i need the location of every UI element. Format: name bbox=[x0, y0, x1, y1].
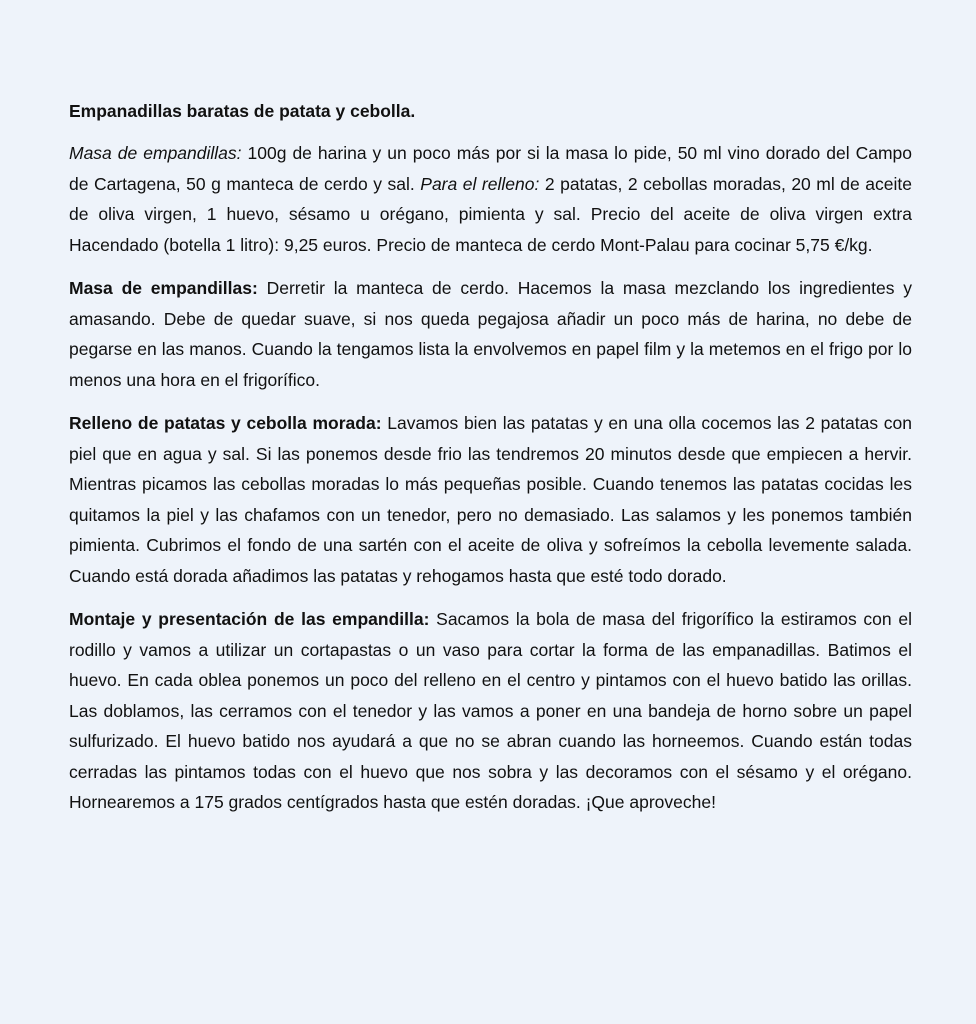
ingredients-masa-label: Masa de empandillas: bbox=[69, 143, 242, 163]
section-relleno bbox=[69, 408, 912, 591]
ingredients-paragraph bbox=[69, 138, 912, 260]
section-masa-text: Derretir la manteca de cerdo. Hacemos la masa mezclando los ingredientes y amasando. Debe de quedar suave, si nos queda pegajosa añadir un poco más de harina, no debe de pegarse en las manos. Cuando la tengamos lista la envolvemos en papel film y la metemos en el frigo por lo menos una hora en el frigorífico. bbox=[69, 278, 912, 390]
section-masa-heading: Masa de empandillas: bbox=[69, 278, 258, 298]
recipe-title: Empanadillas baratas de patata y cebolla. bbox=[69, 101, 416, 121]
ingredients-masa-text: 100g de harina y un poco más por si la masa lo pide, 50 ml vino dorado del Campo de Cartagena, 50 g manteca de cerdo y sal. bbox=[69, 143, 912, 194]
ingredients-relleno-label: Para el relleno: bbox=[420, 173, 540, 194]
section-relleno-heading: Relleno de patatas y cebolla morada: bbox=[69, 413, 382, 433]
ingredients-relleno-text: 2 patatas, 2 cebollas moradas, 20 ml de aceite de oliva virgen, 1 huevo, sésamo u orégano, pimienta y sal. Precio del aceite de oliva virgen extra Hacendado (botella 1 litro): 9,25 euros. Precio de manteca de cerdo Mont-Palau para cocinar 5,75 €/kg. bbox=[69, 173, 912, 255]
section-montaje bbox=[69, 604, 912, 818]
section-montaje-heading: Montaje y presentación de las empandilla: bbox=[69, 609, 430, 629]
section-relleno-text: Lavamos bien las patatas y en una olla cocemos las 2 patatas con piel que en agua y sal. Si las ponemos desde frio las tendremos 20 minutos desde que empiecen a hervir. Mientras picamos las cebollas moradas lo más pequeñas posible. Cuando tenemos las patatas cocidas les quitamos la piel y las chafamos con un tenedor, pero no demasiado. Las salamos y les ponemos también pimienta. Cubrimos el fondo de una sartén con el aceite de oliva y sofreímos la cebolla levemente salada. Cuando está dorada añadimos las patatas y rehogamos hasta que esté todo dorado. bbox=[69, 413, 913, 586]
section-montaje-text: Sacamos la bola de masa del frigorífico la estiramos con el rodillo y vamos a utilizar un cortapastas o un vaso para cortar la forma de las empanadillas. Batimos el huevo. En cada oblea ponemos un poco del relleno en el centro y pintamos con el huevo batido las orillas. Las doblamos, las cerramos con el tenedor y las vamos a poner en una bandeja de horno sobre un papel sulfurizado. El huevo batido nos ayudará a que no se abran cuando las horneemos. Cuando están todas cerradas las pintamos todas con el huevo que nos sobra y las decoramos con el sésamo y el orégano. Hornearemos a 175 grados centígrados hasta que estén doradas. ¡Que aproveche! bbox=[69, 609, 912, 812]
recipe-document bbox=[69, 96, 912, 831]
section-masa bbox=[69, 273, 912, 395]
